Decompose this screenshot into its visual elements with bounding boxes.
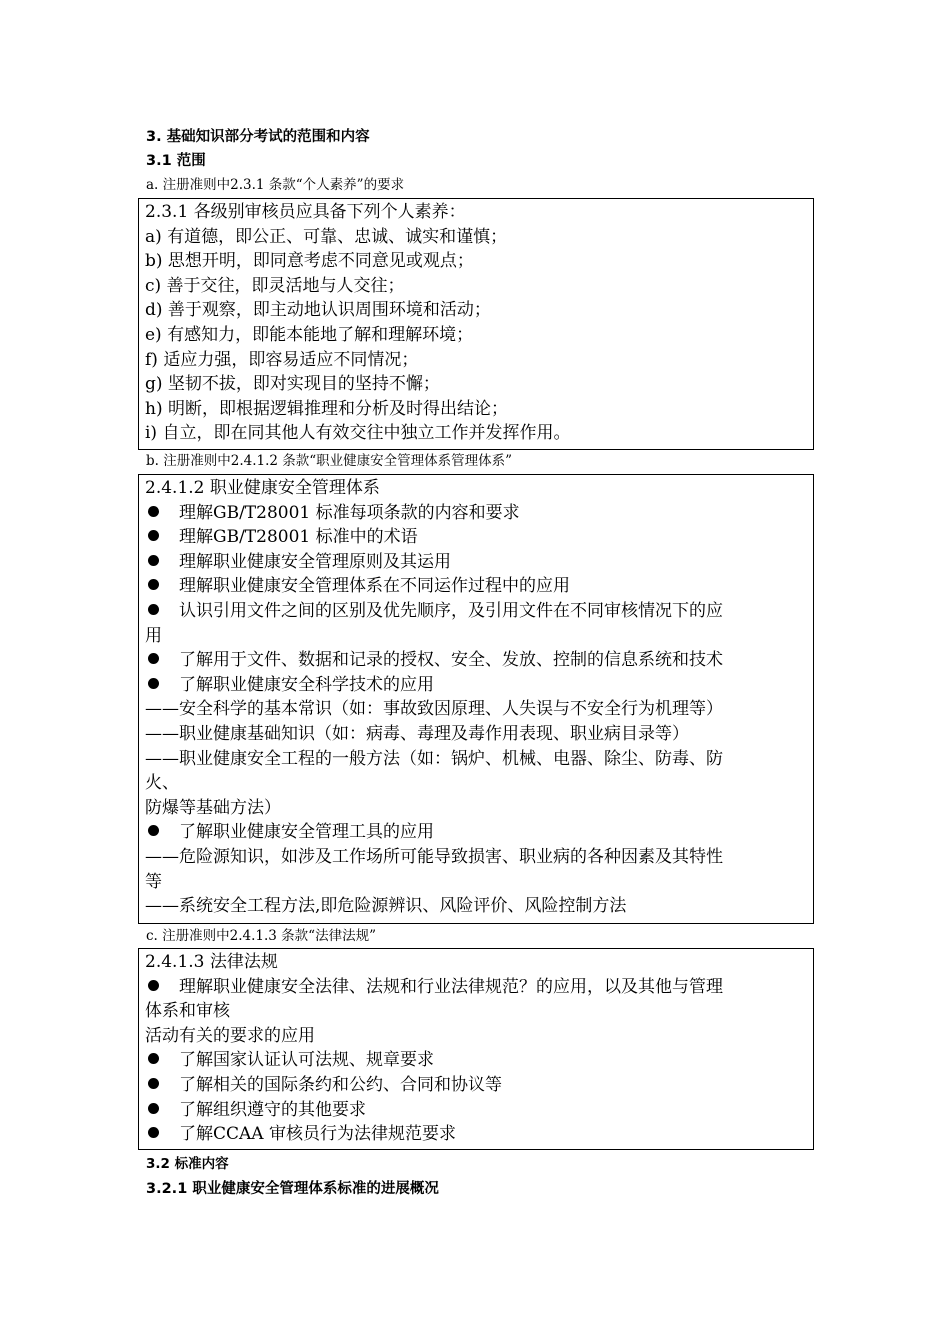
box-b-dash-item: ——危险源知识，如涉及工作场所可能导致损害、职业病的各种因素及其特性: [145, 846, 723, 867]
section-heading-3-1: 3.1 范围: [146, 153, 206, 169]
box-a-title: 2.3.1 各级别审核员应具备下列个人素养：: [145, 202, 466, 222]
box-c-bullet: 了解相关的国际条约和公约、合同和协议等: [145, 1073, 807, 1098]
box-b-dash-item: ——职业健康基础知识（如：病毒、毒理及毒作用表现、职业病目录等）: [145, 723, 689, 744]
box-a-item: f) 适应力强，即容易适应不同情况；: [145, 349, 419, 370]
box-b-bullet: 理解GB/T28001 标准每项条款的内容和要求: [145, 501, 807, 526]
box-b-dash-item: ——安全科学的基本常识（如：事故致因原理、人失误与不安全行为机理等）: [145, 699, 723, 720]
box-a-item: h) 明断，即根据逻辑推理和分析及时得出结论；: [145, 398, 508, 419]
box-b-bullet: 了解职业健康安全管理工具的应用: [145, 820, 807, 845]
box-c-bullet-continued: 体系和审核: [145, 1001, 230, 1022]
box-b-dash-item-continued: 火、: [145, 773, 179, 794]
box-b-dash-item-continued: 防爆等基础方法）: [145, 797, 281, 818]
quote-box-ohsms: [138, 474, 814, 924]
box-a-item: d) 善于观察，即主动地认识周围环境和活动；: [145, 300, 491, 321]
box-c-bullet: 了解国家认证认可法规、规章要求: [145, 1048, 807, 1073]
section-heading-3-2-1: 3.2.1 职业健康安全管理体系标准的进展概况: [146, 1181, 439, 1197]
section-heading-3: 3. 基础知识部分考试的范围和内容: [146, 129, 370, 145]
box-b-title: 2.4.1.2 职业健康安全管理体系: [145, 478, 380, 498]
box-b-bullet: 理解职业健康安全管理体系在不同运作过程中的应用: [145, 574, 807, 599]
bullet-dot-icon: [145, 820, 179, 845]
box-b-bullet: 认识引用文件之间的区别及优先顺序，及引用文件在不同审核情况下的应: [145, 599, 807, 624]
quote-box-laws: [138, 948, 814, 1150]
box-b-bullet: 理解GB/T28001 标准中的术语: [145, 525, 807, 550]
box-c-bullet: 理解职业健康安全法律、法规和行业法律规范？的应用，以及其他与管理: [145, 975, 807, 1000]
bullet-dot-icon: [145, 1048, 179, 1073]
box-b-bullet: 了解用于文件、数据和记录的授权、安全、发放、控制的信息系统和技术: [145, 648, 807, 673]
box-b-bullet: 了解职业健康安全科学技术的应用: [145, 673, 807, 698]
box-a-item: g) 坚韧不拔，即对实现目的坚持不懈；: [145, 374, 440, 395]
bullet-dot-icon: [145, 975, 179, 1000]
box-b-dash-item-continued: 等: [145, 871, 162, 892]
subheading-c: c. 注册准则中2.4.1.3 条款“法律法规”: [146, 928, 376, 944]
box-c-bullet: 了解组织遵守的其他要求: [145, 1098, 807, 1123]
bullet-dot-icon: [145, 501, 179, 526]
box-c-bullet: 了解CCAA 审核员行为法律规范要求: [145, 1122, 807, 1147]
box-a-item: e) 有感知力，即能本能地了解和理解环境；: [145, 324, 474, 345]
bullet-dot-icon: [145, 1073, 179, 1098]
subheading-b: b. 注册准则中2.4.1.2 条款“职业健康安全管理体系管理体系”: [146, 453, 513, 469]
bullet-dot-icon: [145, 599, 179, 624]
subheading-a: a. 注册准则中2.3.1 条款“个人素养”的要求: [146, 177, 405, 193]
bullet-dot-icon: [145, 1098, 179, 1123]
bullet-dot-icon: [145, 648, 179, 673]
box-b-bullet: 理解职业健康安全管理原则及其运用: [145, 550, 807, 575]
box-c-bullet-continued: 活动有关的要求的应用: [145, 1025, 315, 1046]
box-a-item: a) 有道德，即公正、可靠、忠诚、诚实和谨慎；: [145, 226, 508, 247]
bullet-dot-icon: [145, 550, 179, 575]
box-c-title: 2.4.1.3 法律法规: [145, 952, 278, 972]
box-a-item: b) 思想开明，即同意考虑不同意见或观点；: [145, 251, 474, 272]
box-b-bullet-continued: 用: [145, 625, 162, 646]
bullet-dot-icon: [145, 574, 179, 599]
bullet-dot-icon: [145, 525, 179, 550]
box-b-dash-item: ——职业健康安全工程的一般方法（如：锅炉、机械、电器、除尘、防毒、防: [145, 748, 723, 769]
bullet-dot-icon: [145, 1122, 179, 1147]
bullet-dot-icon: [145, 673, 179, 698]
section-heading-3-2: 3.2 标准内容: [146, 1156, 229, 1172]
box-a-item: c) 善于交往，即灵活地与人交往；: [145, 275, 405, 296]
quote-box-personal-qualities: [138, 198, 814, 450]
box-a-item: i) 自立，即在同其他人有效交往中独立工作并发挥作用。: [145, 423, 571, 444]
box-b-dash-item: ——系统安全工程方法,即危险源辨识、风险评价、风险控制方法: [145, 896, 627, 917]
